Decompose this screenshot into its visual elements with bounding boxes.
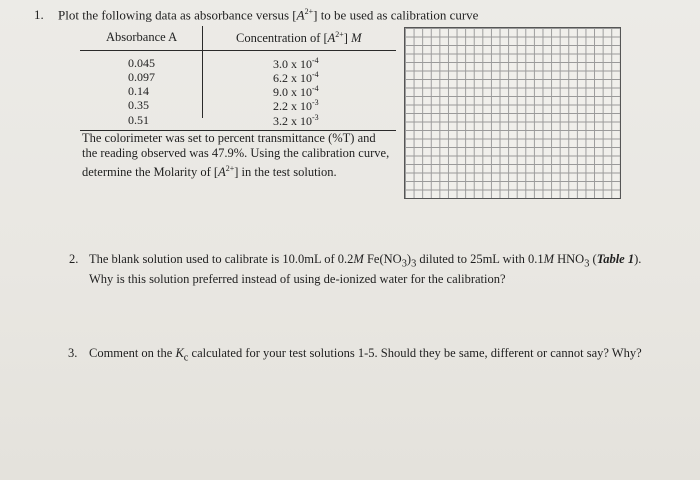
instruction-line: determine the Molarity of $[A^{2+}]$ in the test solution.: [82, 164, 337, 180]
table-row: [80, 113, 396, 127]
concentration-column-header: Concentration of $[A^{2+}]$ M: [236, 30, 362, 46]
question-2-line-1: The blank solution used to calibrate is 10.0mL of 0.2M $Fe(NO_3)_3$ diluted to 25mL with 0.1M $HNO_3$ (Table 1).: [89, 252, 642, 270]
absorbance-value: 0.097: [128, 70, 155, 84]
absorbance-value: 0.045: [128, 56, 155, 70]
absorbance-column-header: Absorbance A: [106, 30, 178, 44]
graph-paper-grid: [404, 27, 621, 199]
concentration-value: 6.2 x $10^{-4}$: [273, 70, 319, 85]
instruction-line: the reading observed was 47.9%. Using the calibration curve,: [82, 146, 390, 160]
concentration-value: 9.0 x $10^{-4}$: [273, 84, 319, 99]
table-row: [80, 84, 396, 98]
absorbance-value: 0.35: [128, 98, 149, 112]
question-1-instructions: [82, 131, 389, 180]
table-header-rule: [80, 50, 396, 51]
question-2-number: 2.: [69, 252, 79, 266]
question-3-prompt: Comment on the $K_c$ calculated for your test solutions 1-5. Should they be same, different or cannot say? Why?: [89, 346, 642, 364]
question-1-number: 1.: [34, 7, 44, 22]
table-row: [80, 98, 396, 112]
question-2-prompt: [89, 252, 641, 287]
concentration-value: 3.0 x $10^{-4}$: [273, 56, 319, 71]
table-row: [80, 56, 396, 70]
concentration-value: 2.2 x $10^{-3}$: [273, 98, 319, 113]
question-2-line-2: Why is this solution preferred instead of using de-ionized water for the calibration?: [89, 271, 506, 286]
table-row: [80, 70, 396, 84]
instruction-line: The colorimeter was set to percent transmittance (%T) and: [82, 131, 376, 145]
question-1-prompt: Plot the following data as absorbance versus $[A^{2+}]$ to be used as calibration curve: [58, 7, 479, 23]
question-3-number: 3.: [68, 346, 78, 360]
absorbance-value: 0.51: [128, 113, 149, 127]
absorbance-value: 0.14: [128, 84, 149, 98]
concentration-value: 3.2 x $10^{-3}$: [273, 113, 319, 128]
